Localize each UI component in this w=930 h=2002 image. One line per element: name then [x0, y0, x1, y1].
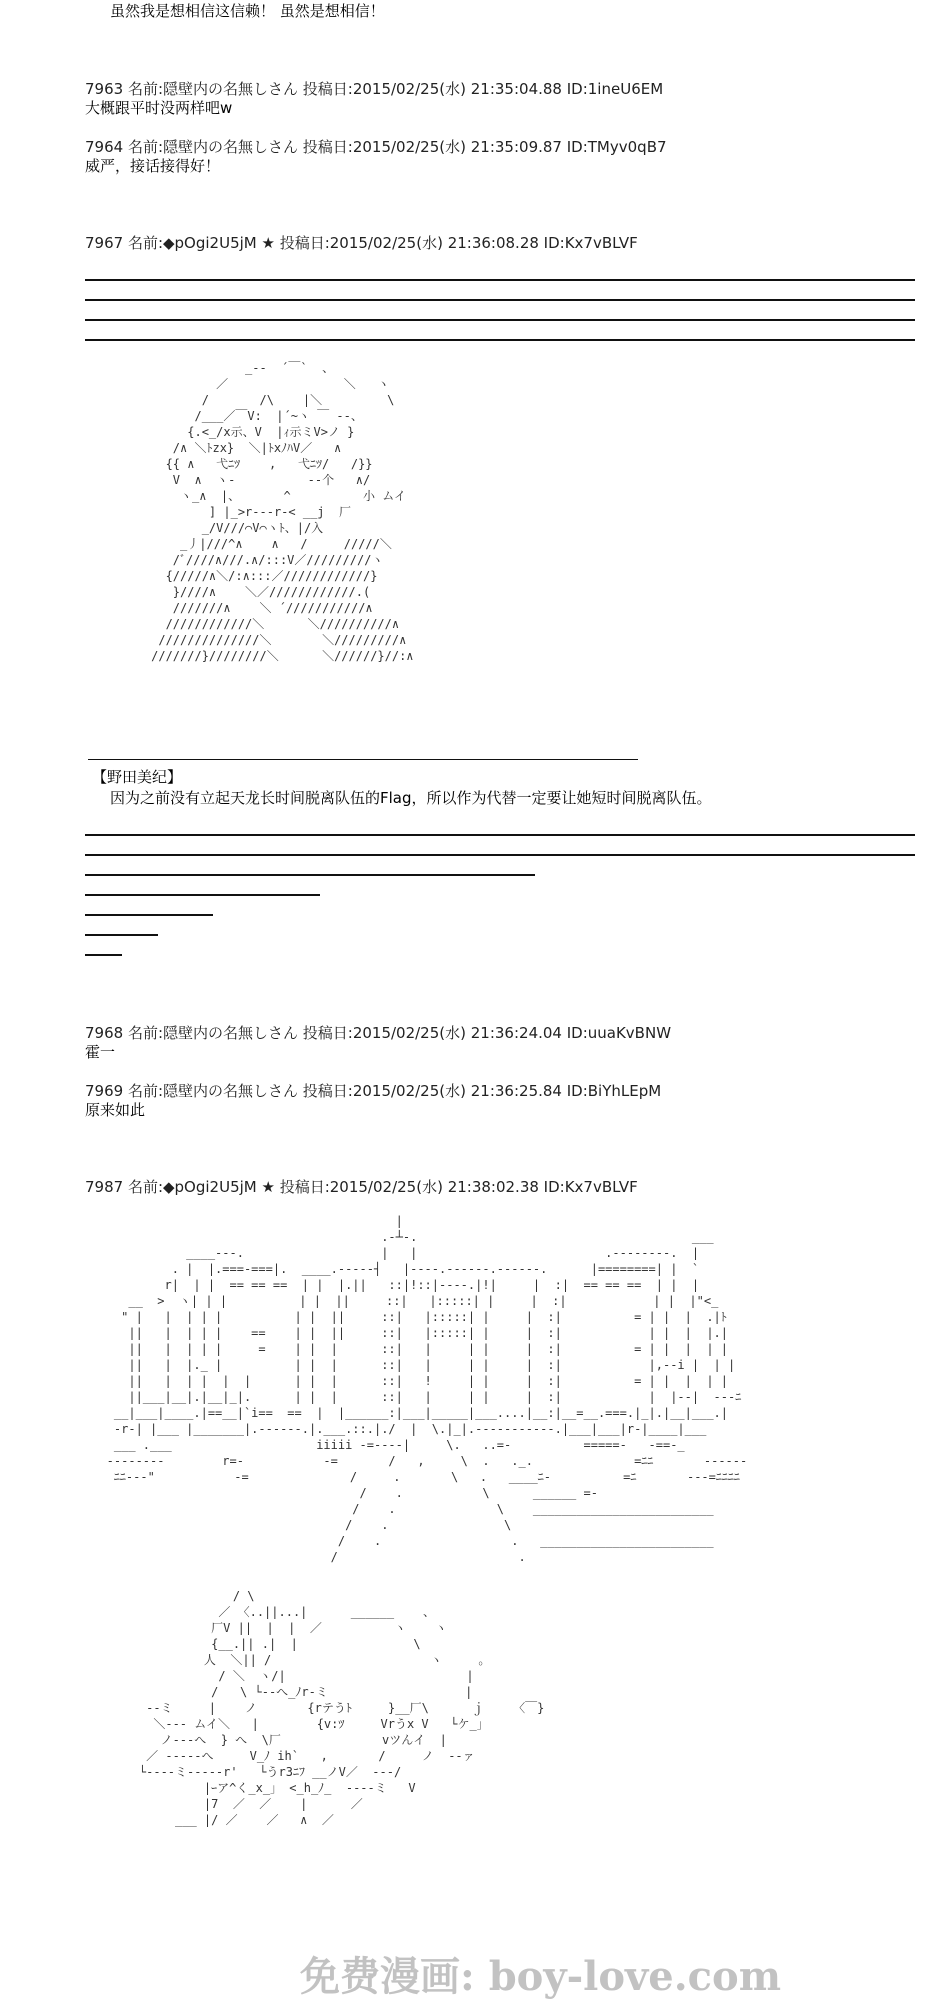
ascii-art-cityscape: | .-┴-. ___ ____-‐‐. | | .-‐‐‐‐‐‐-. | . | |.===‐===|. ____.-‐‐‐‐┤ |‐‐‐‐.‐‐‐‐‐‐.‐‐‐‐‐‐. |========| | ` r| | | == == == | | |.|| ::|!::|‐‐‐‐.|!| | :| == == == | | | __ > ヽ| | | | | || ::| |:::::| | | :| | | |"<_ " | | | | | | | || ::| |:::::| | | :| = | | | .|ﾄ || | | | | == | | || ::| |:::::| | | :| | | | |.| || | | | | = | | | ::| | | | | :| = | | | | | || | |._ | | | | ::| | | | | :| |,‐-i | | | || | | | | | | | | ::| ! | | | :| = | | | | | ||___|__|.|__|_|. | | | ::| | | | | :| | |‐‐| ‐--ﾆ __|___|____.|==__|`i== == | |______:|___|_____|___....|__:|__=__.===.|_|.|__|___.| ‐r‐| |___ |_______|.--‐‐‐‐.|.___.::.|./ | \.|_|.‐‐‐‐‐‐‐‐‐‐‐.|___|___|r‐|____|___ ___ .___ iiiii -=-‐--| \. ..=- =====- -==-_ ‐‐‐‐‐‐‐‐ r=- -= / , \ . ._. =ﾆﾆ ‐‐‐‐‐‐ ﾆﾆ-‐-" -= / . \ . ____ﾆ- =ﾆ ‐‐‐=ﾆﾆﾆﾆ / . \ ______ =- / . \ _________________________ / . \ / . . ________________________ / . — [106, 1214, 748, 1564]
caption-speaker: 【野田美纪】 — [92, 768, 183, 786]
ascii-art-character: _-‐ ´￣` 、 ／ ＼ ヽ / /\ |＼ \ /___／￣V: |´~ヽ ￣ ‐-、 {.<_/x示、V |ｨ示ミV>ノ } /∧ ＼ﾄzx} ＼|ﾄxﾉﾊV／ ∧ {{ ∧ 弋ﾆﾂ , 弋ﾆﾂ/ /}} V ∧ ヽ‐ ‐‐个 ∧/ ヽ_∧ |、 ^ 小 ムイ ] |_>r‐‐‐r‐< __j 厂 _/V///⌒V⌒ヽﾄ、|/入 _丿|///^∧ ∧ / /////＼ /ﾞ////∧///.∧/:::V／/////////ヽ {/////∧＼/:∧:::／////////////} }////∧ ＼／////////////.( ///////∧ ＼ ´///////////∧ ////////////＼ ＼//////////∧ //////////////＼ ＼/////////∧ ///////}////////＼ ＼//////}//:∧ — [151, 361, 414, 663]
post-body: 威严，接话接得好！ — [85, 157, 221, 175]
post-header: 7968 名前:隠壁内の名無しさん 投稿日:2015/02/25(水) 21:36:24.04 ID:uuaKvBNW — [85, 1024, 672, 1042]
ascii-art-figure: / \ ／ 〈..||...| ______ 、 厂V || | | ／ ヽ ヽ {__.|| .| | \ 人 ＼|| / ヽ 。 / ＼ ヽ/| | / \ └‐‐へ_ﾉr‐ミ | --ミ | ノ {rテうﾄ }__厂\ ｊ 〈￣} ＼--- ムイ＼ | {v:ﾂ Vrうx V └ケ_」 ノ---へ } へ \厂 vツんイ | ／ -----へ V_ﾉ ih` , / ノ --ァ └----ミ---‐-r' └うr3ﾆﾌ __ノV／ ---/ |ｰア^く_x_」 <_h_ﾉ_ ---‐ミ V |7 ／ ／ | ／ ___ |/ ／ ／ ∧ ／ — [138, 1589, 545, 1827]
horizontal-rule — [85, 834, 915, 836]
caption-frame-line — [88, 759, 638, 760]
horizontal-rule — [85, 954, 122, 956]
horizontal-rule — [85, 914, 213, 916]
horizontal-rule — [85, 319, 915, 321]
post-7987 — [85, 1178, 638, 1197]
post-header: 7963 名前:隠壁内の名無しさん 投稿日:2015/02/25(水) 21:35:04.88 ID:1ineU6EM — [85, 80, 664, 98]
horizontal-rule — [85, 279, 915, 281]
post-7963 — [85, 80, 663, 118]
post-7969 — [85, 1082, 661, 1120]
watermark: 免费漫画: boy-love.com — [300, 1953, 782, 2000]
post-7964 — [85, 138, 667, 176]
post-header: 7964 名前:隠壁内の名無しさん 投稿日:2015/02/25(水) 21:35:09.87 ID:TMyv0qB7 — [85, 138, 667, 156]
horizontal-rule — [85, 299, 915, 301]
post-7968 — [85, 1024, 671, 1062]
horizontal-rule — [85, 854, 915, 856]
post-body: 大概跟平时没两样吧w — [85, 99, 233, 117]
horizontal-rule — [85, 934, 158, 936]
horizontal-rule — [85, 894, 320, 896]
post-body: 原来如此 — [85, 1101, 146, 1119]
caption-text: 因为之前没有立起天龙长时间脱离队伍的Flag，所以作为代替一定要让她短时间脱离队伍。 — [110, 789, 712, 807]
post-header: 7987 名前:◆pOgi2U5jM ★ 投稿日:2015/02/25(水) 21:38:02.38 ID:Kx7vBLVF — [85, 1178, 638, 1196]
post-7967 — [85, 234, 638, 253]
post-header: 7969 名前:隠壁内の名無しさん 投稿日:2015/02/25(水) 21:36:25.84 ID:BiYhLEpM — [85, 1082, 662, 1100]
post-header: 7967 名前:◆pOgi2U5jM ★ 投稿日:2015/02/25(水) 21:36:08.28 ID:Kx7vBLVF — [85, 234, 638, 252]
horizontal-rule — [85, 874, 535, 876]
post-body: 霍一 — [85, 1043, 116, 1061]
previous-post-text: 虽然我是想相信这信赖！ 虽然是想相信！ — [110, 2, 385, 20]
horizontal-rule — [85, 339, 915, 341]
